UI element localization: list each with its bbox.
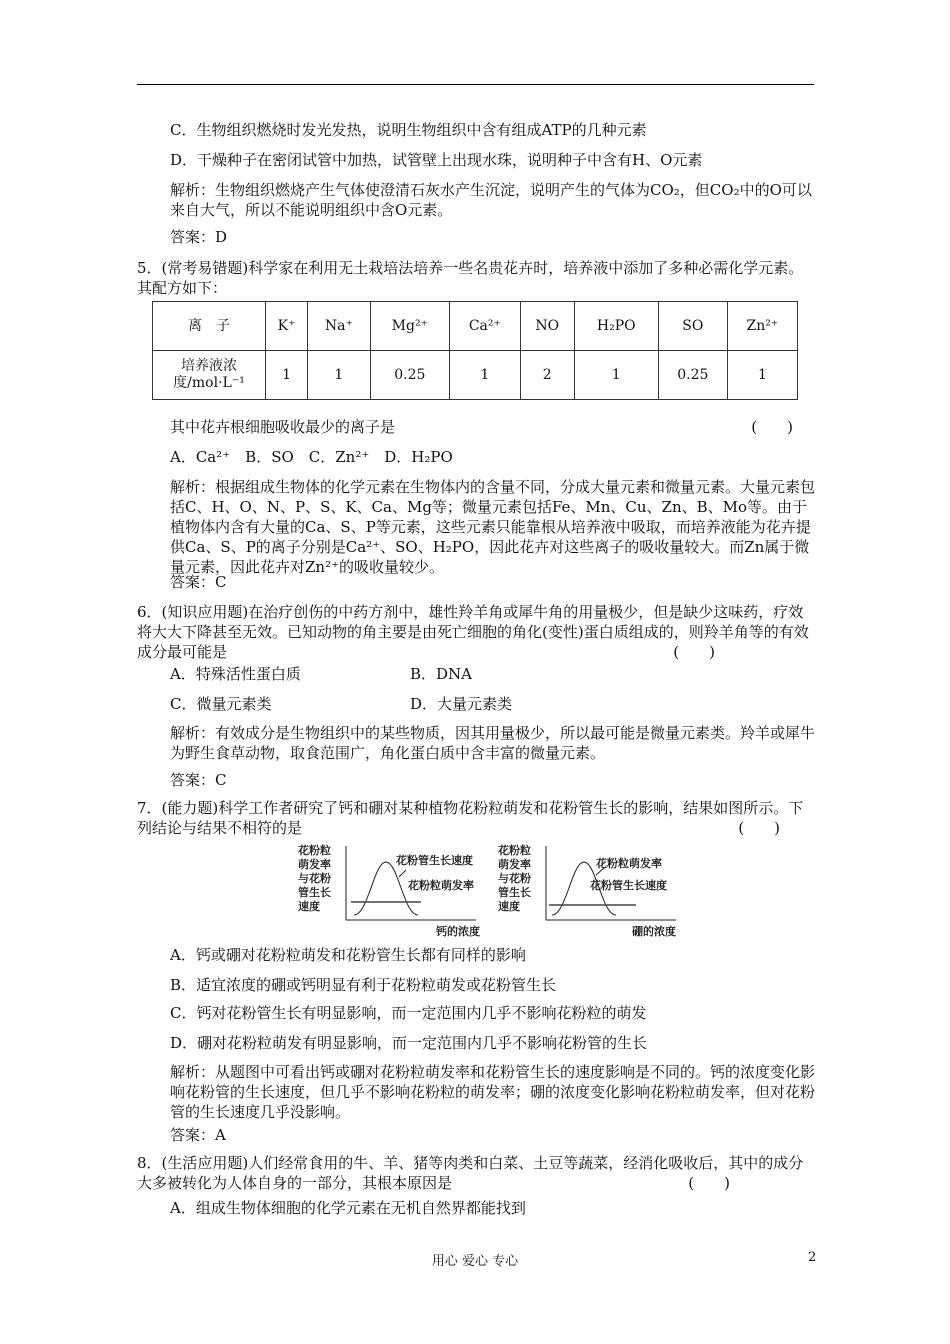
y-label: 与花粉: [498, 872, 531, 885]
q6-stem: [137, 602, 815, 662]
line-label: 花粉管生长速度: [590, 879, 667, 892]
y-label: 速度: [298, 900, 320, 913]
y-label: 花粉粒: [298, 844, 331, 857]
q7-option-d: D．硼对花粉粒萌发有明显影响，而一定范围内几乎不影响花粉管的生长: [170, 1034, 648, 1052]
q5-answer: 答案：C: [170, 573, 227, 591]
answer-paren: ( ): [673, 643, 715, 661]
curve-label: 花粉管生长速度: [396, 854, 473, 867]
y-label: 速度: [498, 900, 520, 913]
q5-question-text: 其中花卉根细胞吸收最少的离子是: [170, 418, 396, 436]
table-cell: 1: [449, 351, 520, 400]
q7-analysis: 解析：从题图中可看出钙或硼对花粉粒萌发率和花粉管生长的速度影响是不同的。钙的浓度变化影响花粉管的生长速度，但几乎不影响花粉粒的萌发率；硼的浓度变化影响花粉粒萌发率，但对花粉管的生长速度几乎没影响。: [170, 1063, 816, 1121]
curve-label: 花粉粒萌发率: [596, 857, 662, 870]
table-cell: 培养液浓度/mol·L⁻¹: [153, 351, 266, 400]
table-header-row: [153, 302, 798, 351]
table-cell: 1: [574, 351, 658, 400]
q7-option-c: C．钙对花粉管生长有明显影响，而一定范围内几乎不影响花粉粒的萌发: [170, 1004, 647, 1022]
page-number: 2: [808, 1250, 817, 1265]
answer-paren: ( ): [688, 1174, 730, 1192]
answer-paren: ( ): [751, 418, 793, 436]
y-label: 管生长: [498, 886, 531, 899]
q4-analysis: 解析：生物组织燃烧产生气体使澄清石灰水产生沉淀，说明产生的气体为CO₂，但CO₂中的O可以来自大气，所以不能说明组织中含O元素。: [170, 181, 812, 219]
header-rule: [137, 84, 814, 85]
q8-stem: [137, 1153, 815, 1193]
q7-option-a: A．钙或硼对花粉粒萌发和花粉管生长都有同样的影响: [170, 946, 526, 964]
q6-option-a: A．特殊活性蛋白质: [170, 665, 301, 683]
table-cell: Mg²⁺: [370, 302, 449, 351]
pointer: [399, 870, 406, 877]
footer-text: 用心 爱心 专心: [431, 1254, 519, 1269]
table-cell: 0.25: [370, 351, 449, 400]
y-label: 管生长: [298, 886, 331, 899]
table-cell: 1: [266, 351, 308, 400]
q5-stem: [137, 258, 815, 298]
answer-paren: ( ): [738, 819, 780, 837]
q6-option-b: B．DNA: [410, 665, 473, 683]
table-row: [153, 351, 798, 400]
q7-answer: 答案：A: [170, 1126, 226, 1144]
q4-answer: 答案：D: [170, 228, 228, 246]
table-cell: H₂PO: [574, 302, 658, 351]
y-label: 萌发率: [498, 858, 531, 871]
q4-option-d: D．干燥种子在密闭试管中加热，试管壁上出现水珠，说明种子中含有H、O元素: [170, 151, 703, 169]
q5-analysis: 解析：根据组成生物体的化学元素在生物体内的含量不同，分成大量元素和微量元素。大量元素包括C、H、O、N、P、S、K、Ca、Mg等；微量元素包括Fe、Mn、Cu、Zn、B、Mo等。由于植物体内含有大量的Ca、S、P等元素，这些元素只能靠根从培养液中吸取，而培养液能为花卉提供Ca、S、P的离子分别是Ca²⁺、SO、H₂PO，因此花卉对这些离子的吸收量较大。而Zn属于微量元素，因此花卉对Zn²⁺的吸收量较少。: [170, 478, 816, 576]
q4-option-c: C．生物组织燃烧时发光发热，说明生物组织中含有组成ATP的几种元素: [170, 121, 647, 139]
boron-figure: [496, 842, 696, 937]
y-label: 萌发率: [298, 858, 331, 871]
q6-answer: 答案：C: [170, 771, 227, 789]
table-cell: Zn²⁺: [727, 302, 797, 351]
q7-option-b: B．适宜浓度的硼或钙明显有利于花粉粒萌发或花粉管生长: [170, 976, 557, 994]
table-cell: 2: [520, 351, 574, 400]
q6-analysis: 解析：有效成分是生物组织中的某些物质，因其用量极少，所以最可能是微量元素类。羚羊或犀牛为野生食草动物，取食范围广，角化蛋白质中含丰富的微量元素。: [170, 724, 816, 762]
y-label: 与花粉: [298, 872, 331, 885]
x-label: 硼的浓度: [632, 925, 676, 937]
q8-stem-text: 8．(生活应用题)人们经常食用的牛、羊、猪等肉类和白菜、土豆等蔬菜，经消化吸收后，其中的成分大多被转化为人体自身的一部分，其根本原因是: [137, 1154, 804, 1192]
table-cell: 0.25: [658, 351, 727, 400]
table-cell: Ca²⁺: [449, 302, 520, 351]
q6-option-c: C．微量元素类: [170, 695, 272, 713]
q5-stem-text: 5．(常考易错题)科学家在利用无土栽培法培养一些名贵花卉时，培养液中添加了多种必需化学元素。其配方如下：: [137, 259, 804, 297]
calcium-figure: [296, 842, 496, 937]
q5-question: [170, 417, 815, 437]
formula-table: [152, 301, 798, 400]
table-cell: 1: [308, 351, 371, 400]
q8-option-a: A．组成生物体细胞的化学元素在无机自然界都能找到: [170, 1199, 526, 1217]
q7-stem-text: 7．(能力题)科学工作者研究了钙和硼对某种植物花粉粒萌发和花粉管生长的影响，结果如图所示。下列结论与结果不相符的是: [137, 799, 804, 837]
table-cell: 1: [727, 351, 797, 400]
table-cell: K⁺: [266, 302, 308, 351]
table-cell: NO: [520, 302, 574, 351]
line-label: 花粉粒萌发率: [408, 879, 474, 892]
q7-stem: [137, 798, 815, 838]
q6-option-d: D．大量元素类: [410, 695, 513, 713]
q6-stem-text: 6．(知识应用题)在治疗创伤的中药方剂中，雄性羚羊角或犀牛角的用量极少，但是缺少这味药，疗效将大大下降甚至无效。已知动物的角主要是由死亡细胞的角化(变性)蛋白质组成的，则羚羊角等的有效成分最可能是: [137, 603, 809, 661]
q5-options: A．Ca²⁺ B．SO C．Zn²⁺ D．H₂PO: [170, 448, 453, 466]
table-cell: SO: [658, 302, 727, 351]
y-label: 花粉粒: [498, 844, 531, 857]
table-cell: 离 子: [153, 302, 266, 351]
table-cell: Na⁺: [308, 302, 371, 351]
x-label: 钙的浓度: [436, 925, 480, 937]
